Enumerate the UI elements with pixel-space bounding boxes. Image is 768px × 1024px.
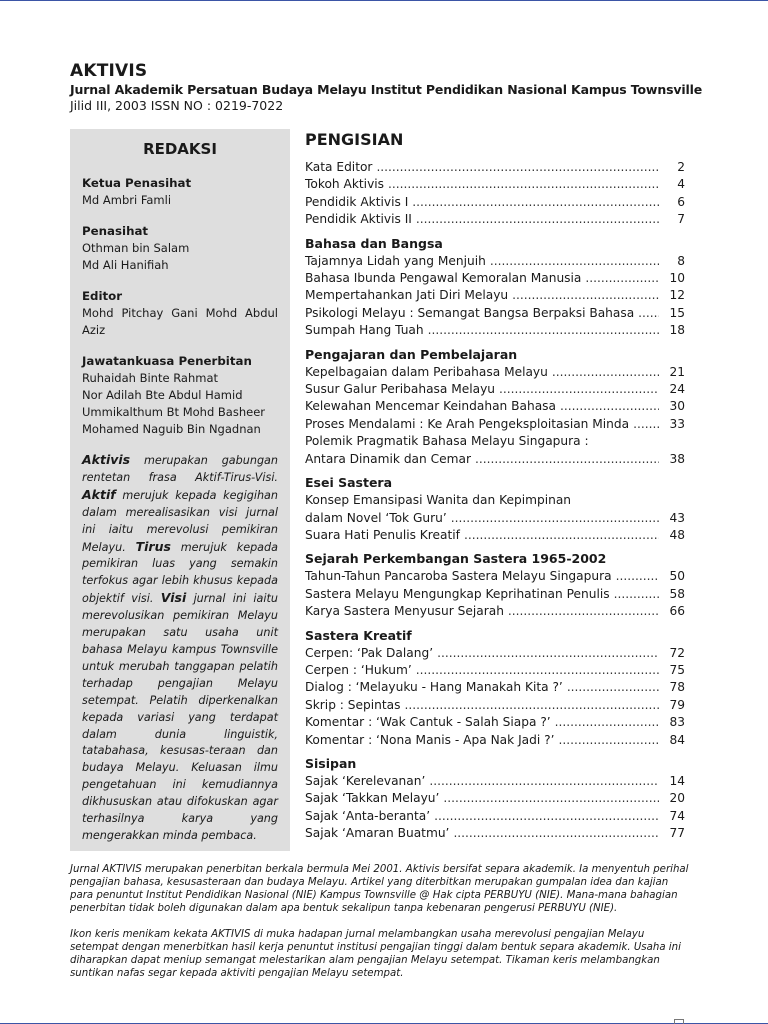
dot-leader bbox=[437, 645, 659, 662]
dot-leader bbox=[451, 510, 659, 527]
toc-entry bbox=[305, 808, 685, 825]
toc-entry bbox=[305, 364, 685, 381]
sidebar-heading: REDAKSI bbox=[143, 140, 217, 158]
dot-leader bbox=[567, 679, 659, 696]
dot-leader bbox=[585, 270, 659, 287]
toc-entry bbox=[305, 790, 685, 807]
toc-entry-title: Susur Galur Peribahasa Melayu bbox=[305, 382, 496, 397]
toc-entry-page: 75 bbox=[669, 662, 685, 677]
description-term: Tirus bbox=[135, 538, 171, 554]
toc-entry-title: Sajak ‘Kerelevanan’ bbox=[305, 773, 426, 788]
role-ketua-penasihat bbox=[82, 175, 278, 209]
dot-leader bbox=[404, 697, 659, 714]
toc-entry bbox=[305, 416, 685, 433]
dot-leader bbox=[416, 211, 659, 228]
dot-leader bbox=[376, 159, 659, 176]
toc-entry-title: Psikologi Melayu : Semangat Bangsa Berpaksi Bahasa bbox=[305, 305, 635, 320]
role-name: Ummikalthum Bt Mohd Basheer bbox=[82, 405, 266, 419]
toc-entry-page: 7 bbox=[677, 212, 685, 227]
toc-entry bbox=[305, 451, 685, 468]
role-jawatankuasa-penerbitan bbox=[82, 353, 278, 438]
page-number-mark bbox=[674, 1019, 684, 1024]
toc-section-heading: Sastera Kreatif bbox=[305, 627, 412, 643]
toc-entry-title: Bahasa Ibunda Pengawal Kemoralan Manusia bbox=[305, 271, 582, 286]
dot-leader bbox=[464, 527, 659, 544]
footer-notes bbox=[70, 863, 690, 993]
dot-leader bbox=[614, 586, 659, 603]
toc-entry-page: 14 bbox=[669, 773, 685, 788]
toc-entry-page: 24 bbox=[669, 382, 685, 397]
toc-entry-page: 72 bbox=[669, 645, 685, 660]
role-title: Jawatankuasa Penerbitan bbox=[82, 354, 252, 368]
description-term: Visi bbox=[160, 590, 187, 606]
toc-entry bbox=[305, 253, 685, 270]
toc-entry-page: 77 bbox=[669, 826, 685, 841]
toc-entry-title: Sajak ‘Amaran Buatmu’ bbox=[305, 826, 450, 841]
dot-leader bbox=[429, 773, 659, 790]
role-name: Md Ali Hanifiah bbox=[82, 258, 169, 272]
toc-entry-title: Pendidik Aktivis I bbox=[305, 194, 409, 209]
toc-entry-page: 48 bbox=[669, 527, 685, 542]
description-term: Aktivis bbox=[82, 452, 131, 467]
toc-section-heading: Pengajaran dan Pembelajaran bbox=[305, 346, 518, 362]
editorial-sidebar bbox=[70, 129, 290, 851]
toc-entry bbox=[305, 287, 685, 304]
toc-entry-lead: Konsep Emansipasi Wanita dan Kepimpinan bbox=[305, 493, 572, 508]
toc-entry-page: 33 bbox=[669, 416, 685, 431]
toc-entry-page: 8 bbox=[677, 253, 685, 268]
toc-entry-title: Karya Sastera Menyusur Sejarah bbox=[305, 604, 504, 619]
toc-entry-page: 78 bbox=[669, 680, 685, 695]
footer-paragraph: Jurnal AKTIVIS merupakan penerbitan berkala bermula Mei 2001. Aktivis bersifat separa akademik. Ia menyentuh perihal pengajian bahasa, kesusasteraan dan budaya Melayu. Artikel yang diterbitkan merupakan gumpalan idea dan kajian para penuntut Institut Pendidikan Nasional (NIE) Kampus Townsville @ Hak cipta PERBUYU (NIE). Mana-mana bahagian penerbitan tidak boleh digunakan dalam apa bentuk sekalipun tanpa kebenaran pengerusi PERBUYU (NIE). bbox=[70, 864, 689, 914]
role-name: Md Ambri Famli bbox=[82, 193, 172, 207]
dot-leader bbox=[443, 790, 659, 807]
dot-leader bbox=[453, 825, 659, 842]
dot-leader bbox=[434, 808, 659, 825]
toc-entry-page: 4 bbox=[677, 177, 685, 192]
dot-leader bbox=[560, 398, 659, 415]
toc-entry bbox=[305, 732, 685, 749]
toc-entry-page: 84 bbox=[669, 732, 685, 747]
toc-entry-page: 30 bbox=[669, 399, 685, 414]
toc-entry-title: Mempertahankan Jati Diri Melayu bbox=[305, 288, 509, 303]
toc-entry-title: Komentar : ‘Wak Cantuk - Salah Siapa ?’ bbox=[305, 715, 551, 730]
dot-leader bbox=[412, 194, 659, 211]
toc-entry-title: Dialog : ‘Melayuku - Hang Manakah Kita ?’ bbox=[305, 680, 563, 695]
toc-entry-title: Kelewahan Mencemar Keindahan Bahasa bbox=[305, 399, 556, 414]
role-name: Mohamed Naguib Bin Ngadnan bbox=[82, 422, 261, 436]
toc-entry-page: 58 bbox=[669, 586, 685, 601]
toc-section-heading: Bahasa dan Bangsa bbox=[305, 235, 443, 251]
toc-entry-page: 2 bbox=[677, 160, 685, 174]
toc-entry-page: 50 bbox=[669, 569, 685, 584]
footer-paragraph: Ikon keris menikam kekata AKTIVIS di muka hadapan jurnal melambangkan usaha merevolusi pengajian Melayu setempat dengan menerbitkan hasil kerja penuntut institusi pengajian tinggi dalam bentuk separa akademik. Usaha ini diharapkan dapat meniup semangat melestarikan alam pengajian Melayu setempat. Tikaman keris melambangkan suntikan nafas segar kepada aktiviti pengajian Melayu setempat. bbox=[70, 929, 681, 979]
description-text: merujuk kepada kegigihan dalam merealisasikan visi jurnal ini iaitu merevolusi pemikiran Melayu. bbox=[82, 488, 278, 554]
journal-subtitle: Jurnal Akademik Persatuan Budaya Melayu Institut Pendidikan Nasional Kampus Townsville bbox=[70, 82, 703, 97]
dot-leader bbox=[552, 364, 659, 381]
toc-section-heading: Sejarah Perkembangan Sastera 1965-2002 bbox=[305, 551, 607, 567]
masthead bbox=[70, 61, 710, 114]
role-title: Penasihat bbox=[82, 224, 149, 238]
page-top-border bbox=[0, 0, 768, 1]
toc-entry bbox=[305, 679, 685, 696]
toc-entry-title: Proses Mendalami : Ke Arah Pengeksploitasian Minda bbox=[305, 416, 630, 431]
role-name: Othman bin Salam bbox=[82, 241, 190, 255]
dot-leader bbox=[559, 732, 660, 749]
toc-body bbox=[305, 159, 685, 843]
role-penasihat bbox=[82, 223, 278, 274]
toc-entry bbox=[305, 662, 685, 679]
toc-entry bbox=[305, 211, 685, 228]
toc-entry bbox=[305, 527, 685, 544]
toc-entry-title: Sajak ‘Takkan Melayu’ bbox=[305, 791, 440, 806]
dot-leader bbox=[508, 603, 659, 620]
toc-entry bbox=[305, 697, 685, 714]
toc-entry-lead: Polemik Pragmatik Bahasa Melayu Singapura : bbox=[305, 434, 589, 449]
toc-entry bbox=[305, 322, 685, 339]
toc-entry-title: dalam Novel ‘Tok Guru’ bbox=[305, 510, 447, 525]
toc-entry-title: Antara Dinamik dan Cemar bbox=[305, 451, 471, 466]
dot-leader bbox=[499, 381, 659, 398]
toc-section-heading: Sisipan bbox=[305, 755, 357, 771]
toc-entry bbox=[305, 568, 685, 585]
description-term: Aktif bbox=[82, 486, 116, 502]
description-text: merujuk kepada pemikiran luas yang semakin terfokus agar lebih khusus kepada objektif visi. bbox=[82, 540, 278, 606]
toc-entry-title: Kata Editor bbox=[305, 160, 373, 174]
role-editor bbox=[82, 288, 278, 339]
role-name: Nor Adilah Bte Abdul Hamid bbox=[82, 388, 243, 402]
toc-entry bbox=[305, 398, 685, 415]
toc-entry-title: Cerpen: ‘Pak Dalang’ bbox=[305, 645, 434, 660]
toc-entry-page: 12 bbox=[669, 288, 685, 303]
toc-entry bbox=[305, 645, 685, 662]
toc-entry-title: Skrip : Sepintas bbox=[305, 697, 401, 712]
dot-leader bbox=[490, 253, 659, 270]
toc-entry-page: 10 bbox=[669, 271, 685, 286]
toc-entry-page: 18 bbox=[669, 323, 685, 338]
toc-entry-title: Tokoh Aktivis bbox=[305, 177, 385, 192]
toc-entry bbox=[305, 510, 685, 527]
toc-entry-page: 38 bbox=[669, 451, 685, 466]
toc-entry-page: 74 bbox=[669, 808, 685, 823]
toc-entry bbox=[305, 381, 685, 398]
toc-entry-page: 43 bbox=[669, 510, 685, 525]
dot-leader bbox=[638, 305, 659, 322]
toc-entry-page: 66 bbox=[669, 604, 685, 619]
toc-entry bbox=[305, 159, 685, 176]
dot-leader bbox=[633, 416, 659, 433]
description-text: merupakan gabungan rentetan frasa Aktif-Tirus-Visi. bbox=[82, 454, 278, 484]
toc-entry-title: Sajak ‘Anta-beranta’ bbox=[305, 808, 431, 823]
toc-entry-title: Suara Hati Penulis Kreatif bbox=[305, 527, 460, 542]
toc-entry-page: 20 bbox=[669, 791, 685, 806]
role-name: Ruhaidah Binte Rahmat bbox=[82, 371, 219, 385]
toc-section-heading: Esei Sastera bbox=[305, 475, 393, 491]
toc-entry-title: Pendidik Aktivis II bbox=[305, 212, 412, 227]
toc-heading: PENGISIAN bbox=[305, 130, 404, 149]
toc-entry bbox=[305, 194, 685, 211]
description-text: jurnal ini iaitu merevolusikan pemikiran Melayu merupakan satu usaha unit bahasa Melayu kampus Townsville untuk merubah tanggapan pelatih terhadap pengajian Melayu setempat. Pelatih diperkenalkan kepada variasi yang terdapat dalam dunia linguistik, tatabahasa, kesusas-teraan dan budaya Melayu. Keluasan ilmu pengetahuan ini kemudiannya dikhususkan atau difokuskan agar terhasilnya karya yang mengerakkan minda pembaca. bbox=[82, 592, 278, 842]
toc-entry-title: Tahun-Tahun Pancaroba Sastera Melayu Singapura bbox=[305, 569, 612, 584]
toc-entry bbox=[305, 603, 685, 620]
toc-entry bbox=[305, 773, 685, 790]
issue-info: Jilid III, 2003 ISSN NO : 0219-7022 bbox=[70, 98, 284, 113]
table-of-contents bbox=[305, 129, 685, 843]
journal-title: AKTIVIS bbox=[70, 61, 148, 81]
dot-leader bbox=[416, 662, 659, 679]
toc-entry bbox=[305, 305, 685, 322]
toc-entry-title: Sastera Melayu Mengungkap Keprihatinan Penulis bbox=[305, 586, 610, 601]
dot-leader bbox=[475, 451, 659, 468]
toc-entry-title: Cerpen : ‘Hukum’ bbox=[305, 662, 412, 677]
dot-leader bbox=[428, 322, 659, 339]
role-name: Mohd Pitchay Gani Mohd Abdul Aziz bbox=[82, 306, 278, 337]
aktivis-description bbox=[82, 452, 278, 845]
dot-leader bbox=[512, 287, 659, 304]
toc-entry-page: 6 bbox=[677, 194, 685, 209]
toc-entry-title: Tajamnya Lidah yang Menjuih bbox=[305, 253, 486, 268]
role-title: Editor bbox=[82, 289, 123, 303]
role-title: Ketua Penasihat bbox=[82, 176, 192, 190]
toc-entry bbox=[305, 270, 685, 287]
toc-entry-title: Sumpah Hang Tuah bbox=[305, 323, 424, 338]
toc-entry bbox=[305, 176, 685, 193]
toc-entry-page: 15 bbox=[669, 305, 685, 320]
toc-entry-title: Kepelbagaian dalam Peribahasa Melayu bbox=[305, 364, 548, 379]
toc-entry bbox=[305, 825, 685, 842]
toc-entry-page: 83 bbox=[669, 715, 685, 730]
toc-entry bbox=[305, 586, 685, 603]
dot-leader bbox=[616, 568, 659, 585]
toc-entry-page: 21 bbox=[669, 364, 685, 379]
dot-leader bbox=[555, 714, 659, 731]
dot-leader bbox=[388, 176, 659, 193]
toc-entry-title: Komentar : ‘Nona Manis - Apa Nak Jadi ?’ bbox=[305, 732, 555, 747]
toc-entry bbox=[305, 714, 685, 731]
toc-entry-page: 79 bbox=[669, 697, 685, 712]
